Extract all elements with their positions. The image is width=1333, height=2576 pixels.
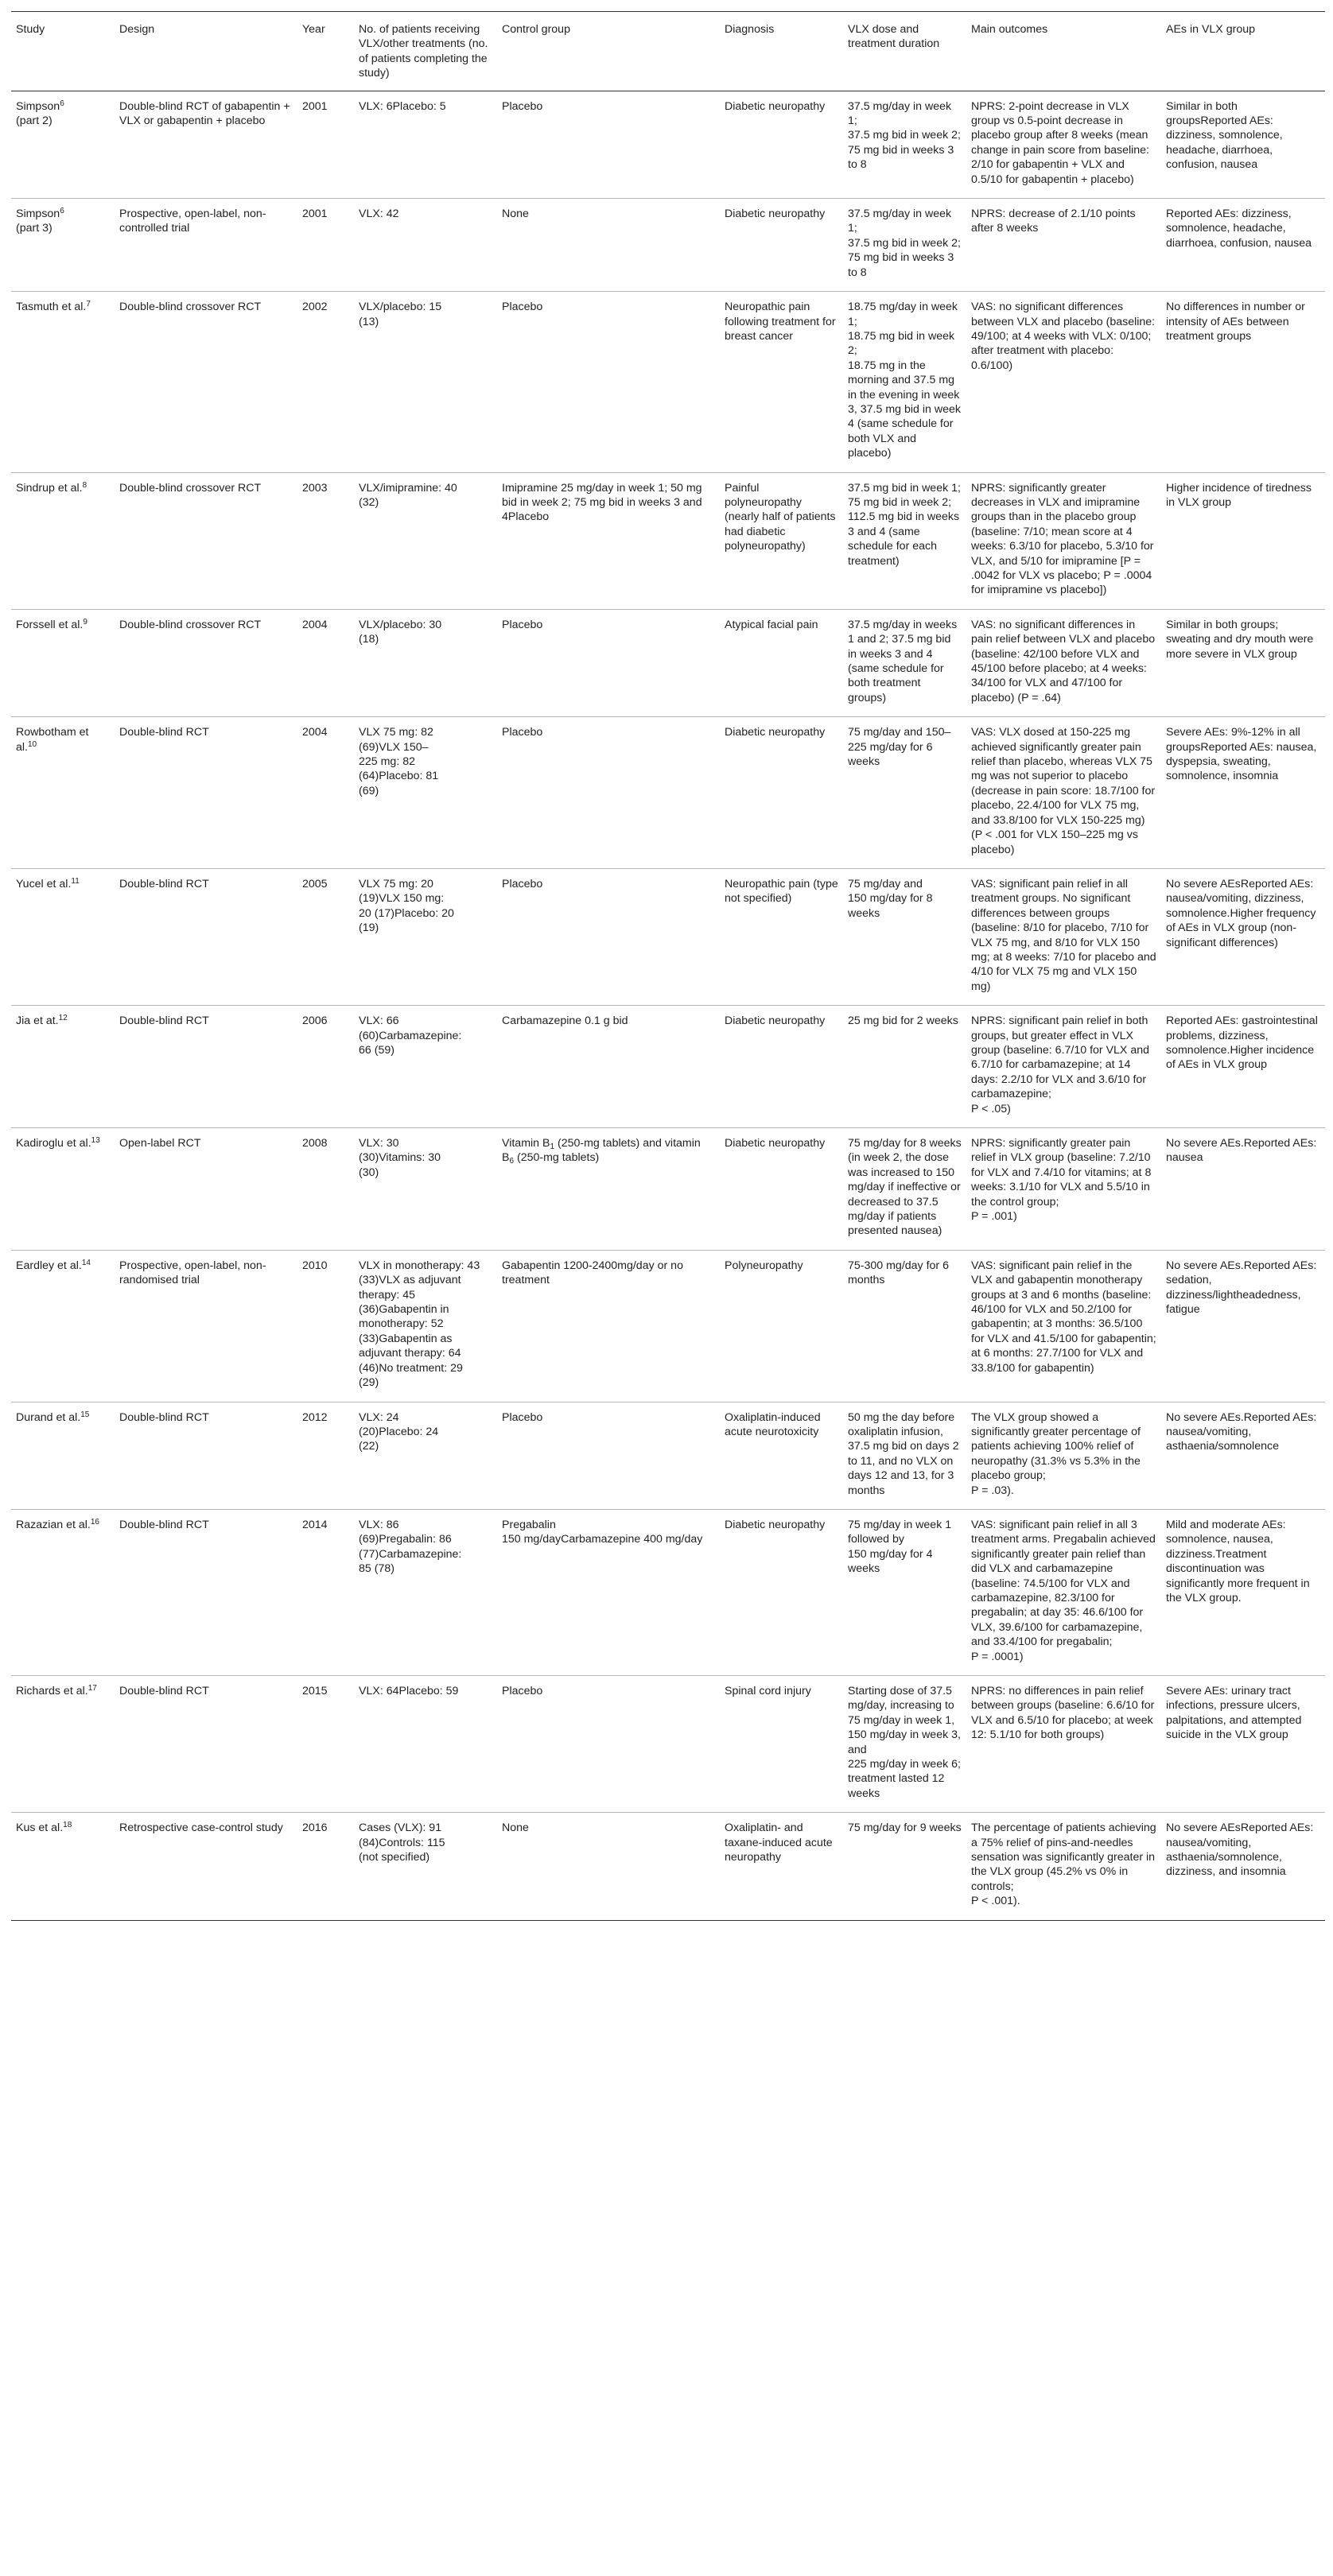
study-cell — [11, 1128, 115, 1251]
year-cell: 2002 — [297, 292, 354, 472]
study-cell — [11, 199, 115, 292]
aes-cell: Severe AEs: 9%-12% in all groupsReported AEs: nausea, dyspepsia, sweating, somnolence, insomnia — [1161, 717, 1325, 869]
table-row — [11, 1813, 1325, 1920]
aes-cell: No severe AEs.Reported AEs: nausea — [1161, 1128, 1325, 1251]
header-dose: VLX dose and treatment duration — [843, 12, 966, 91]
reference-number: 18 — [63, 1821, 72, 1830]
study-table — [11, 11, 1325, 1921]
study-cell — [11, 868, 115, 1005]
table-row — [11, 1676, 1325, 1813]
control-group-cell: Placebo — [497, 868, 720, 1005]
study-cell — [11, 1402, 115, 1509]
dose-cell: 25 mg bid for 2 weeks — [843, 1006, 966, 1128]
table-row — [11, 472, 1325, 609]
control-group-cell: Pregabalin 150 mg/dayCarbamazepine 400 mg/day — [497, 1509, 720, 1675]
patients-cell: VLX: 64Placebo: 59 — [354, 1676, 497, 1813]
reference-number: 6 — [60, 99, 64, 108]
reference-number: 17 — [87, 1684, 97, 1693]
patients-cell: Cases (VLX): 91 (84)Controls: 115 (not specified) — [354, 1813, 497, 1920]
study-name: Tasmuth et al. — [16, 301, 87, 314]
year-cell: 2010 — [297, 1250, 354, 1402]
control-group-cell: Placebo — [497, 717, 720, 869]
table-row — [11, 717, 1325, 869]
study-cell — [11, 472, 115, 609]
dose-cell: 75 mg/day in week 1 followed by 150 mg/day for 4 weeks — [843, 1509, 966, 1675]
patients-cell: VLX/imipramine: 40 (32) — [354, 472, 497, 609]
diagnosis-cell: Oxaliplatin-induced acute neurotoxicity — [720, 1402, 843, 1509]
header-control-group: Control group — [497, 12, 720, 91]
table-row — [11, 1006, 1325, 1128]
design-cell: Double-blind RCT — [115, 1402, 297, 1509]
diagnosis-cell: Diabetic neuropathy — [720, 199, 843, 292]
header-patients: No. of patients receiving VLX/other treatments (no. of patients completing the study) — [354, 12, 497, 91]
aes-cell: Reported AEs: gastrointestinal problems, dizziness, somnolence.Higher incidence of AEs in VLX group — [1161, 1006, 1325, 1128]
patients-cell: VLX: 86 (69)Pregabalin: 86 (77)Carbamazepine: 85 (78) — [354, 1509, 497, 1675]
year-cell: 2008 — [297, 1128, 354, 1251]
diagnosis-cell: Diabetic neuropathy — [720, 1128, 843, 1251]
patients-cell: VLX in monotherapy: 43 (33)VLX as adjuvant therapy: 45 (36)Gabapentin in monotherapy: 52 (33)Gabapentin as adjuvant therapy: 64 (46)No treatment: 29 (29) — [354, 1250, 497, 1402]
control-group-cell: Placebo — [497, 91, 720, 198]
study-name: Kadiroglu et al. — [16, 1137, 91, 1150]
main-outcomes-cell: NPRS: significantly greater decreases in VLX and imipramine groups than in the placebo group (baseline: 7/10; mean score at 4 weeks: 6.3/10 for placebo, 5.3/10 for VLX, and 5/10 for imipramine [P = .0042 for VLX vs placebo; P = .0004 for imipramine vs placebo]) — [966, 472, 1161, 609]
study-name: Razazian et al. — [16, 1518, 91, 1531]
study-cell — [11, 91, 115, 198]
diagnosis-cell: Spinal cord injury — [720, 1676, 843, 1813]
patients-cell: VLX 75 mg: 82 (69)VLX 150– 225 mg: 82 (64)Placebo: 81 (69) — [354, 717, 497, 869]
diagnosis-cell: Diabetic neuropathy — [720, 1509, 843, 1675]
main-outcomes-cell: NPRS: significantly greater pain relief in VLX group (baseline: 7.2/10 for VLX and 7.4/10 for vitamins; at 8 weeks: 3.1/10 for VLX and 5.5/10 in the control group; P = .001) — [966, 1128, 1161, 1251]
main-outcomes-cell: NPRS: no differences in pain relief between groups (baseline: 6.6/10 for VLX and 6.5/10 for placebo; at week 12: 5.1/10 for both groups) — [966, 1676, 1161, 1813]
patients-cell: VLX: 42 — [354, 199, 497, 292]
patients-cell: VLX: 24 (20)Placebo: 24 (22) — [354, 1402, 497, 1509]
design-cell: Double-blind RCT — [115, 1509, 297, 1675]
year-cell: 2005 — [297, 868, 354, 1005]
study-name: Kus et al. — [16, 1821, 64, 1835]
header-year: Year — [297, 12, 354, 91]
patients-cell: VLX 75 mg: 20 (19)VLX 150 mg: 20 (17)Placebo: 20 (19) — [354, 868, 497, 1005]
study-cell — [11, 1250, 115, 1402]
study-cell — [11, 292, 115, 472]
main-outcomes-cell: NPRS: significant pain relief in both groups, but greater effect in VLX group (baseline: 6.7/10 for VLX and 6.7/10 for carbamazepine; at 14 days: 2.2/10 for VLX and 3.6/10 for carbamazepine; P < .05) — [966, 1006, 1161, 1128]
patients-cell: VLX: 6Placebo: 5 — [354, 91, 497, 198]
year-cell: 2012 — [297, 1402, 354, 1509]
control-group-cell: Placebo — [497, 609, 720, 716]
study-name: Simpson — [16, 99, 60, 113]
study-part: (part 2) — [16, 114, 52, 128]
reference-number: 8 — [82, 480, 87, 490]
control-group-cell: None — [497, 1813, 720, 1920]
aes-cell: Similar in both groups; sweating and dry mouth were more severe in VLX group — [1161, 609, 1325, 716]
year-cell: 2006 — [297, 1006, 354, 1128]
header-diagnosis: Diagnosis — [720, 12, 843, 91]
design-cell: Double-blind RCT — [115, 1006, 297, 1128]
study-name: Durand et al. — [16, 1410, 81, 1424]
study-name: Rowbotham et al. — [16, 726, 89, 754]
control-group-cell: Imipramine 25 mg/day in week 1; 50 mg bid in week 2; 75 mg bid in weeks 3 and 4Placebo — [497, 472, 720, 609]
design-cell: Double-blind RCT — [115, 1676, 297, 1813]
dose-cell: 75-300 mg/day for 6 months — [843, 1250, 966, 1402]
header-design: Design — [115, 12, 297, 91]
main-outcomes-cell: The VLX group showed a significantly greater percentage of patients achieving 100% relief of neuropathy (31.3% vs 5.3% in the placebo group; P = .03). — [966, 1402, 1161, 1509]
design-cell: Double-blind crossover RCT — [115, 292, 297, 472]
main-outcomes-cell: VAS: no significant differences between VLX and placebo (baseline: 49/100; at 4 weeks with VLX: 0/100; after treatment with placebo: 0.6/100) — [966, 292, 1161, 472]
table-row — [11, 1402, 1325, 1509]
dose-cell: 37.5 mg/day in week 1; 37.5 mg bid in week 2; 75 mg bid in weeks 3 to 8 — [843, 91, 966, 198]
dose-cell: 37.5 mg bid in week 1; 75 mg bid in week 2; 112.5 mg bid in weeks 3 and 4 (same schedule for each treatment) — [843, 472, 966, 609]
table-row — [11, 292, 1325, 472]
diagnosis-cell: Oxaliplatin- and taxane-induced acute neuropathy — [720, 1813, 843, 1920]
diagnosis-cell: Neuropathic pain following treatment for breast cancer — [720, 292, 843, 472]
aes-cell: Higher incidence of tiredness in VLX group — [1161, 472, 1325, 609]
patients-cell: VLX/placebo: 15 (13) — [354, 292, 497, 472]
control-group-cell: Gabapentin 1200-2400mg/day or no treatment — [497, 1250, 720, 1402]
design-cell: Double-blind crossover RCT — [115, 609, 297, 716]
aes-cell: No severe AEs.Reported AEs: nausea/vomiting, asthaenia/somnolence — [1161, 1402, 1325, 1509]
dose-cell: 37.5 mg/day in weeks 1 and 2; 37.5 mg bid in weeks 3 and 4 (same schedule for both treatment groups) — [843, 609, 966, 716]
study-name: Yucel et al. — [16, 877, 72, 890]
table-row — [11, 1509, 1325, 1675]
diagnosis-cell: Diabetic neuropathy — [720, 1006, 843, 1128]
year-cell: 2001 — [297, 199, 354, 292]
main-outcomes-cell: VAS: significant pain relief in all treatment groups. No significant differences between groups (baseline: 8/10 for placebo, 7/10 for VLX 75 mg, and 8/10 for VLX 150 mg; at 8 weeks: 7/10 for placebo and 4/10 for VLX 75 mg and VLX 150 mg) — [966, 868, 1161, 1005]
study-name: Eardley et al. — [16, 1259, 82, 1272]
study-cell — [11, 1006, 115, 1128]
main-outcomes-cell: VAS: significant pain relief in all 3 treatment arms. Pregabalin achieved significantly greater pain relief than did VLX and carbamazepine (baseline: 74.5/100 for VLX and carbamazepine, 82.3/100 for pregabalin; at day 35: 46.6/100 for VLX, 39.6/100 for carbamazepine, and 33.4/100 for pregabalin; P = .0001) — [966, 1509, 1161, 1675]
main-outcomes-cell: NPRS: 2-point decrease in VLX group vs 0.5-point decrease in placebo group after 8 weeks (mean change in pain score from baseline: 2/10 for gabapentin + VLX and 0.5/10 for gabapentin + placebo) — [966, 91, 1161, 198]
patients-cell: VLX/placebo: 30 (18) — [354, 609, 497, 716]
year-cell: 2015 — [297, 1676, 354, 1813]
design-cell: Retrospective case-control study — [115, 1813, 297, 1920]
study-part: (part 3) — [16, 222, 52, 235]
design-cell: Double-blind RCT of gabapentin + VLX or gabapentin + placebo — [115, 91, 297, 198]
study-name: Simpson — [16, 208, 60, 221]
reference-number: 10 — [27, 739, 37, 749]
study-name: Sindrup et al. — [16, 481, 83, 495]
aes-cell: No differences in number or intensity of AEs between treatment groups — [1161, 292, 1325, 472]
study-name: Richards et al. — [16, 1685, 88, 1697]
header-study: Study — [11, 12, 115, 91]
control-group-cell: Carbamazepine 0.1 g bid — [497, 1006, 720, 1128]
main-outcomes-cell: The percentage of patients achieving a 75% relief of pins-and-needles sensation was significantly greater in the VLX group (45.2% vs 0% in controls; P < .001). — [966, 1813, 1161, 1920]
reference-number: 7 — [86, 300, 91, 309]
year-cell: 2004 — [297, 609, 354, 716]
control-group-cell: Placebo — [497, 1676, 720, 1813]
aes-cell: No severe AEsReported AEs: nausea/vomiting, asthaenia/somnolence, dizziness, and insomnia — [1161, 1813, 1325, 1920]
year-cell: 2014 — [297, 1509, 354, 1675]
design-cell: Double-blind crossover RCT — [115, 472, 297, 609]
dose-cell: 75 mg/day and 150 mg/day for 8 weeks — [843, 868, 966, 1005]
design-cell: Prospective, open-label, non-randomised trial — [115, 1250, 297, 1402]
main-outcomes-cell: NPRS: decrease of 2.1/10 points after 8 weeks — [966, 199, 1161, 292]
study-name: Forssell et al. — [16, 618, 84, 631]
control-group-cell: Placebo — [497, 1402, 720, 1509]
dose-cell: 37.5 mg/day in week 1; 37.5 mg bid in week 2; 75 mg bid in weeks 3 to 8 — [843, 199, 966, 292]
diagnosis-cell: Atypical facial pain — [720, 609, 843, 716]
reference-number: 13 — [91, 1136, 100, 1145]
table-row — [11, 91, 1325, 198]
aes-cell: Similar in both groupsReported AEs: dizziness, somnolence, headache, diarrhoea, confusion, nausea — [1161, 91, 1325, 198]
diagnosis-cell: Neuropathic pain (type not specified) — [720, 868, 843, 1005]
patients-cell: VLX: 30 (30)Vitamins: 30 (30) — [354, 1128, 497, 1251]
table-row — [11, 868, 1325, 1005]
main-outcomes-cell: VAS: significant pain relief in the VLX and gabapentin monotherapy groups at 3 and 6 months (baseline: 46/100 for VLX and 50.2/100 for gabapentin; at 3 months: 36.5/100 for VLX and 41.5/100 for gabapentin; at 6 months: 27.7/100 for VLX and 33.8/100 for gabapentin) — [966, 1250, 1161, 1402]
study-cell — [11, 1813, 115, 1920]
main-outcomes-cell: VAS: VLX dosed at 150-225 mg achieved significantly greater pain relief than placebo, whereas VLX 75 mg was not superior to placebo (decrease in pain score: 18.7/100 for placebo, 22.4/100 for VLX 75 mg, and 33.8/100 for VLX 150-225 mg) (P < .001 for VLX 150–225 mg vs placebo) — [966, 717, 1161, 869]
design-cell: Prospective, open-label, non-controlled trial — [115, 199, 297, 292]
dose-cell: 75 mg/day for 9 weeks — [843, 1813, 966, 1920]
year-cell: 2003 — [297, 472, 354, 609]
control-group-cell: Placebo — [497, 292, 720, 472]
table-row — [11, 199, 1325, 292]
design-cell: Open-label RCT — [115, 1128, 297, 1251]
header-main-outcomes: Main outcomes — [966, 12, 1161, 91]
header-aes: AEs in VLX group — [1161, 12, 1325, 91]
diagnosis-cell: Diabetic neuropathy — [720, 91, 843, 198]
aes-cell: No severe AEsReported AEs: nausea/vomiting, dizziness, somnolence.Higher frequency of AEs in VLX group (non-significant differences) — [1161, 868, 1325, 1005]
table-row — [11, 609, 1325, 716]
diagnosis-cell: Polyneuropathy — [720, 1250, 843, 1402]
study-cell — [11, 1676, 115, 1813]
year-cell: 2001 — [297, 91, 354, 198]
aes-cell: No severe AEs.Reported AEs: sedation, dizziness/lightheadedness, fatigue — [1161, 1250, 1325, 1402]
main-outcomes-cell: VAS: no significant differences in pain relief between VLX and placebo (baseline: 42/100 before VLX and 45/100 before placebo; at 4 weeks: 34/100 for VLX and 47/100 for placebo) (P = .64) — [966, 609, 1161, 716]
reference-number: 14 — [81, 1258, 91, 1267]
dose-cell: 75 mg/day and 150–225 mg/day for 6 weeks — [843, 717, 966, 869]
patients-cell: VLX: 66 (60)Carbamazepine: 66 (59) — [354, 1006, 497, 1128]
reference-number: 16 — [90, 1517, 99, 1527]
aes-cell: Mild and moderate AEs: somnolence, nausea, dizziness.Treatment discontinuation was significantly more frequent in the VLX group. — [1161, 1509, 1325, 1675]
control-group-cell: Vitamin $B_1$ (250-mg tablets) and vitamin $B_6$ (250-mg tablets) — [497, 1128, 720, 1251]
dose-cell: 75 mg/day for 8 weeks (in week 2, the dose was increased to 150 mg/day if ineffective or decreased to 37.5 mg/day if patients presented nausea) — [843, 1128, 966, 1251]
design-cell: Double-blind RCT — [115, 868, 297, 1005]
reference-number: 9 — [83, 617, 87, 627]
study-name: Jia et at. — [16, 1014, 59, 1028]
dose-cell: 18.75 mg/day in week 1; 18.75 mg bid in week 2; 18.75 mg in the morning and 37.5 mg in the evening in week 3, 37.5 mg bid in week 4 (same schedule for both VLX and placebo) — [843, 292, 966, 472]
document-page — [11, 11, 1325, 1921]
dose-cell: 50 mg the day before oxaliplatin infusion, 37.5 mg bid on days 2 to 11, and no VLX on days 12 and 13, for 3 months — [843, 1402, 966, 1509]
reference-number: 15 — [80, 1410, 90, 1419]
year-cell: 2004 — [297, 717, 354, 869]
study-cell — [11, 1509, 115, 1675]
design-cell: Double-blind RCT — [115, 717, 297, 869]
year-cell: 2016 — [297, 1813, 354, 1920]
aes-cell: Severe AEs: urinary tract infections, pressure ulcers, palpitations, and attempted suicide in the VLX group — [1161, 1676, 1325, 1813]
reference-number: 6 — [60, 207, 64, 216]
diagnosis-cell: Painful polyneuropathy (nearly half of patients had diabetic polyneuropathy) — [720, 472, 843, 609]
table-header-row — [11, 12, 1325, 91]
diagnosis-cell: Diabetic neuropathy — [720, 717, 843, 869]
dose-cell: Starting dose of 37.5 mg/day, increasing to 75 mg/day in week 1, 150 mg/day in week 3, and 225 mg/day in week 6; treatment lasted 12 weeks — [843, 1676, 966, 1813]
table-row — [11, 1250, 1325, 1402]
aes-cell: Reported AEs: dizziness, somnolence, headache, diarrhoea, confusion, nausea — [1161, 199, 1325, 292]
reference-number: 11 — [71, 876, 80, 886]
study-cell — [11, 717, 115, 869]
reference-number: 12 — [58, 1014, 68, 1023]
study-cell — [11, 609, 115, 716]
table-row — [11, 1128, 1325, 1251]
control-group-cell: None — [497, 199, 720, 292]
